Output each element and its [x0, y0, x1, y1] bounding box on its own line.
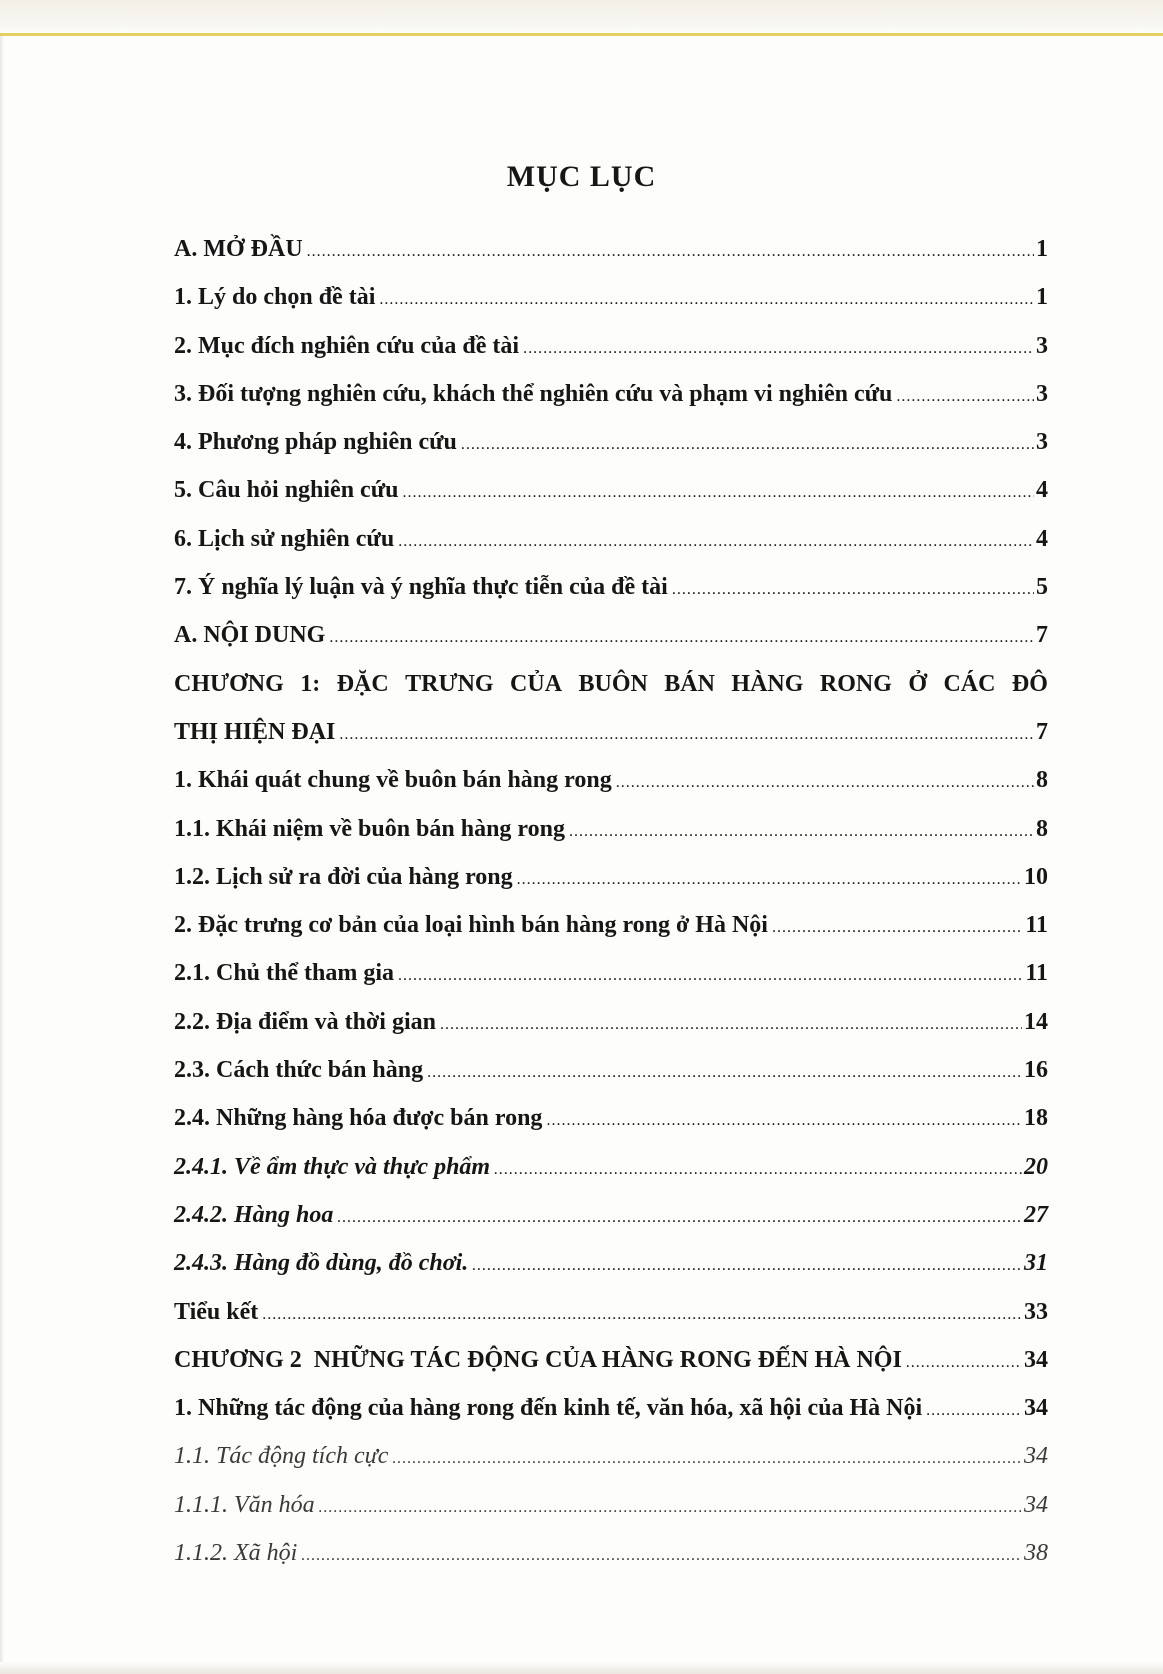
toc-page-number: 4	[1036, 525, 1048, 552]
dot-leader	[926, 1396, 1022, 1426]
toc-entry[interactable]	[174, 572, 1048, 620]
dot-leader	[440, 1010, 1022, 1040]
dot-leader	[339, 720, 1034, 750]
heading-word: RONG	[819, 670, 892, 697]
toc-page-number: 1	[1036, 236, 1048, 262]
toc-entry[interactable]	[174, 427, 1048, 475]
heading-word: CHƯƠNG	[174, 670, 284, 697]
toc-entry-label: 2. Đặc trưng cơ bản của loại hình bán hàng rong ở Hà Nội	[174, 912, 768, 939]
toc-page-number: 20	[1024, 1153, 1048, 1180]
toc-page-number: 16	[1024, 1057, 1048, 1084]
toc-entry[interactable]	[174, 1490, 1048, 1538]
toc-entry-label: 2.4.3. Hàng đồ dùng, đồ chơi.	[174, 1250, 469, 1277]
dot-leader	[461, 430, 1034, 460]
dot-leader	[398, 527, 1034, 557]
toc-entry-label: 2.2. Địa điểm và thời gian	[174, 1008, 436, 1035]
dot-leader	[307, 237, 1034, 267]
toc-entry-label: A. MỞ ĐẦU	[174, 236, 303, 262]
toc-entry[interactable]	[174, 524, 1048, 572]
dot-leader	[517, 865, 1022, 895]
toc-page-number: 3	[1036, 380, 1048, 407]
toc-entry-label: 1. Khái quát chung về buôn bán hàng rong	[174, 767, 612, 794]
scan-top-strip	[0, 0, 1163, 34]
toc-page-number: 11	[1025, 912, 1048, 939]
toc-page-number: 5	[1036, 574, 1048, 601]
toc-entry-label: 1. Lý do chọn đề tài	[174, 284, 376, 311]
toc-entry[interactable]	[174, 717, 1048, 765]
toc-entry[interactable]	[174, 958, 1048, 1006]
heading-word: CÁC	[943, 670, 996, 697]
dot-leader	[672, 575, 1034, 605]
toc-page-number: 1	[1036, 284, 1048, 311]
toc-entry[interactable]	[174, 1152, 1048, 1200]
toc-entry-label: 1.1.1. Văn hóa	[174, 1491, 315, 1518]
heading-word: ĐÔ	[1011, 670, 1048, 697]
toc-page-number: 4	[1036, 477, 1048, 504]
toc-page-number: 8	[1036, 815, 1048, 842]
toc-entry-label: 2.1. Chủ thể tham gia	[174, 960, 395, 987]
dot-leader	[494, 1155, 1022, 1185]
toc-entry[interactable]	[174, 1103, 1048, 1151]
toc-entry[interactable]	[174, 1297, 1048, 1345]
page-title: MỤC LỤC	[506, 160, 657, 193]
toc-entry-label: 2.4.2. Hàng hoa	[174, 1201, 334, 1228]
dot-leader	[379, 285, 1034, 315]
heading-word: BUÔN	[578, 670, 648, 697]
scan-bottom-edge	[0, 1662, 1163, 1674]
dot-leader	[392, 1444, 1022, 1474]
dot-leader	[523, 334, 1034, 364]
dot-leader	[398, 961, 1023, 991]
toc-entry-label: 2. Mục đích nghiên cứu của đề tài	[174, 332, 520, 359]
dot-leader	[402, 478, 1034, 508]
toc-page-number: 11	[1025, 960, 1048, 987]
dot-leader	[546, 1106, 1022, 1136]
dot-leader	[772, 913, 1023, 943]
toc-entry-label: 1. Những tác động của hàng rong đến kinh tế, văn hóa, xã hội của Hà Nội	[174, 1395, 923, 1422]
toc-entry[interactable]	[174, 1200, 1048, 1248]
dot-leader	[896, 382, 1034, 412]
toc-page-number: 34	[1024, 1491, 1048, 1518]
toc-entry-label: 1.2. Lịch sử ra đời của hàng rong	[174, 863, 513, 890]
toc-entry[interactable]	[174, 379, 1048, 427]
dot-leader	[427, 1058, 1022, 1088]
toc-entry-label: 1.1. Tác động tích cực	[174, 1443, 389, 1470]
toc-entry[interactable]	[174, 1345, 1048, 1393]
dot-leader	[329, 623, 1034, 653]
toc-page-number: 7	[1036, 622, 1048, 649]
toc-entry-label: Tiểu kết	[174, 1298, 259, 1325]
scan-left-edge	[0, 36, 4, 1674]
toc-entry[interactable]	[174, 1248, 1048, 1296]
toc-entry[interactable]	[174, 1007, 1048, 1055]
toc-page-number: 3	[1036, 429, 1048, 456]
toc-entry[interactable]	[174, 282, 1048, 330]
toc-entry-label: 7. Ý nghĩa lý luận và ý nghĩa thực tiễn của đề tài	[174, 574, 668, 601]
dot-leader	[906, 1348, 1022, 1378]
dot-leader	[569, 817, 1034, 847]
dot-leader	[616, 768, 1034, 798]
toc-entry-label: 2.4.1. Về ẩm thực và thực phẩm	[174, 1153, 491, 1180]
toc-entry-label: A. NỘI DUNG	[174, 622, 326, 649]
dot-leader	[319, 1493, 1022, 1523]
toc-page-number: 8	[1036, 767, 1048, 794]
table-of-contents	[174, 234, 1048, 1586]
heading-word: CỦA	[510, 670, 563, 697]
toc-page-number: 18	[1024, 1105, 1048, 1132]
toc-page-number: 34	[1024, 1395, 1048, 1422]
toc-page-number: 7	[1036, 718, 1048, 745]
toc-entry[interactable]	[174, 1055, 1048, 1103]
heading-word: HÀNG	[731, 670, 804, 697]
toc-entry-label: 3. Đối tượng nghiên cứu, khách thể nghiên cứu và phạm vi nghiên cứu	[174, 380, 893, 407]
toc-entry[interactable]	[174, 1538, 1048, 1586]
toc-entry-label: 4. Phương pháp nghiên cứu	[174, 429, 457, 456]
dot-leader	[337, 1203, 1022, 1233]
toc-entry-label: 1.1. Khái niệm về buôn bán hàng rong	[174, 815, 565, 842]
dot-leader	[262, 1300, 1022, 1330]
toc-entry-label: 2.3. Cách thức bán hàng	[174, 1057, 424, 1084]
toc-entry[interactable]	[174, 814, 1048, 862]
toc-entry-label: 2.4. Những hàng hóa được bán rong	[174, 1105, 543, 1132]
toc-page-number: 14	[1024, 1008, 1048, 1035]
heading-word: BÁN	[664, 670, 715, 697]
toc-page-number: 33	[1024, 1298, 1048, 1325]
toc-entry[interactable]	[174, 620, 1048, 668]
toc-page-number: 31	[1024, 1250, 1048, 1277]
toc-entry[interactable]	[174, 910, 1048, 958]
heading-word: TRƯNG	[405, 670, 494, 697]
toc-entry[interactable]	[174, 1393, 1048, 1441]
toc-chapter-heading-line[interactable]	[174, 669, 1048, 717]
toc-entry[interactable]	[174, 1441, 1048, 1489]
toc-page-number: 3	[1036, 332, 1048, 359]
toc-entry[interactable]	[174, 331, 1048, 379]
heading-word: 1:	[300, 670, 321, 697]
heading-word: Ở	[908, 670, 927, 697]
toc-entry-label: 5. Câu hỏi nghiên cứu	[174, 477, 399, 504]
toc-entry[interactable]	[174, 862, 1048, 910]
toc-entry[interactable]	[174, 765, 1048, 813]
toc-entry[interactable]	[174, 475, 1048, 523]
toc-entry-label: THỊ HIỆN ĐẠI	[174, 718, 336, 745]
dot-leader	[472, 1251, 1022, 1281]
toc-page-number: 38	[1024, 1540, 1048, 1567]
toc-entry-label: CHƯƠNG 2 NHỮNG TÁC ĐỘNG CỦA HÀNG RONG ĐẾN HÀ NỘI	[174, 1346, 902, 1373]
dot-leader	[301, 1541, 1022, 1571]
toc-entry-label: 1.1.2. Xã hội	[174, 1540, 298, 1567]
heading-word: ĐẶC	[336, 670, 389, 697]
toc-entry-label: 6. Lịch sử nghiên cứu	[174, 525, 395, 552]
toc-page-number: 34	[1024, 1443, 1048, 1470]
toc-page-number: 10	[1024, 863, 1048, 890]
scan-top-line	[0, 33, 1163, 36]
toc-entry[interactable]	[174, 234, 1048, 282]
toc-page-number: 34	[1024, 1346, 1048, 1373]
toc-page-number: 27	[1024, 1201, 1048, 1228]
